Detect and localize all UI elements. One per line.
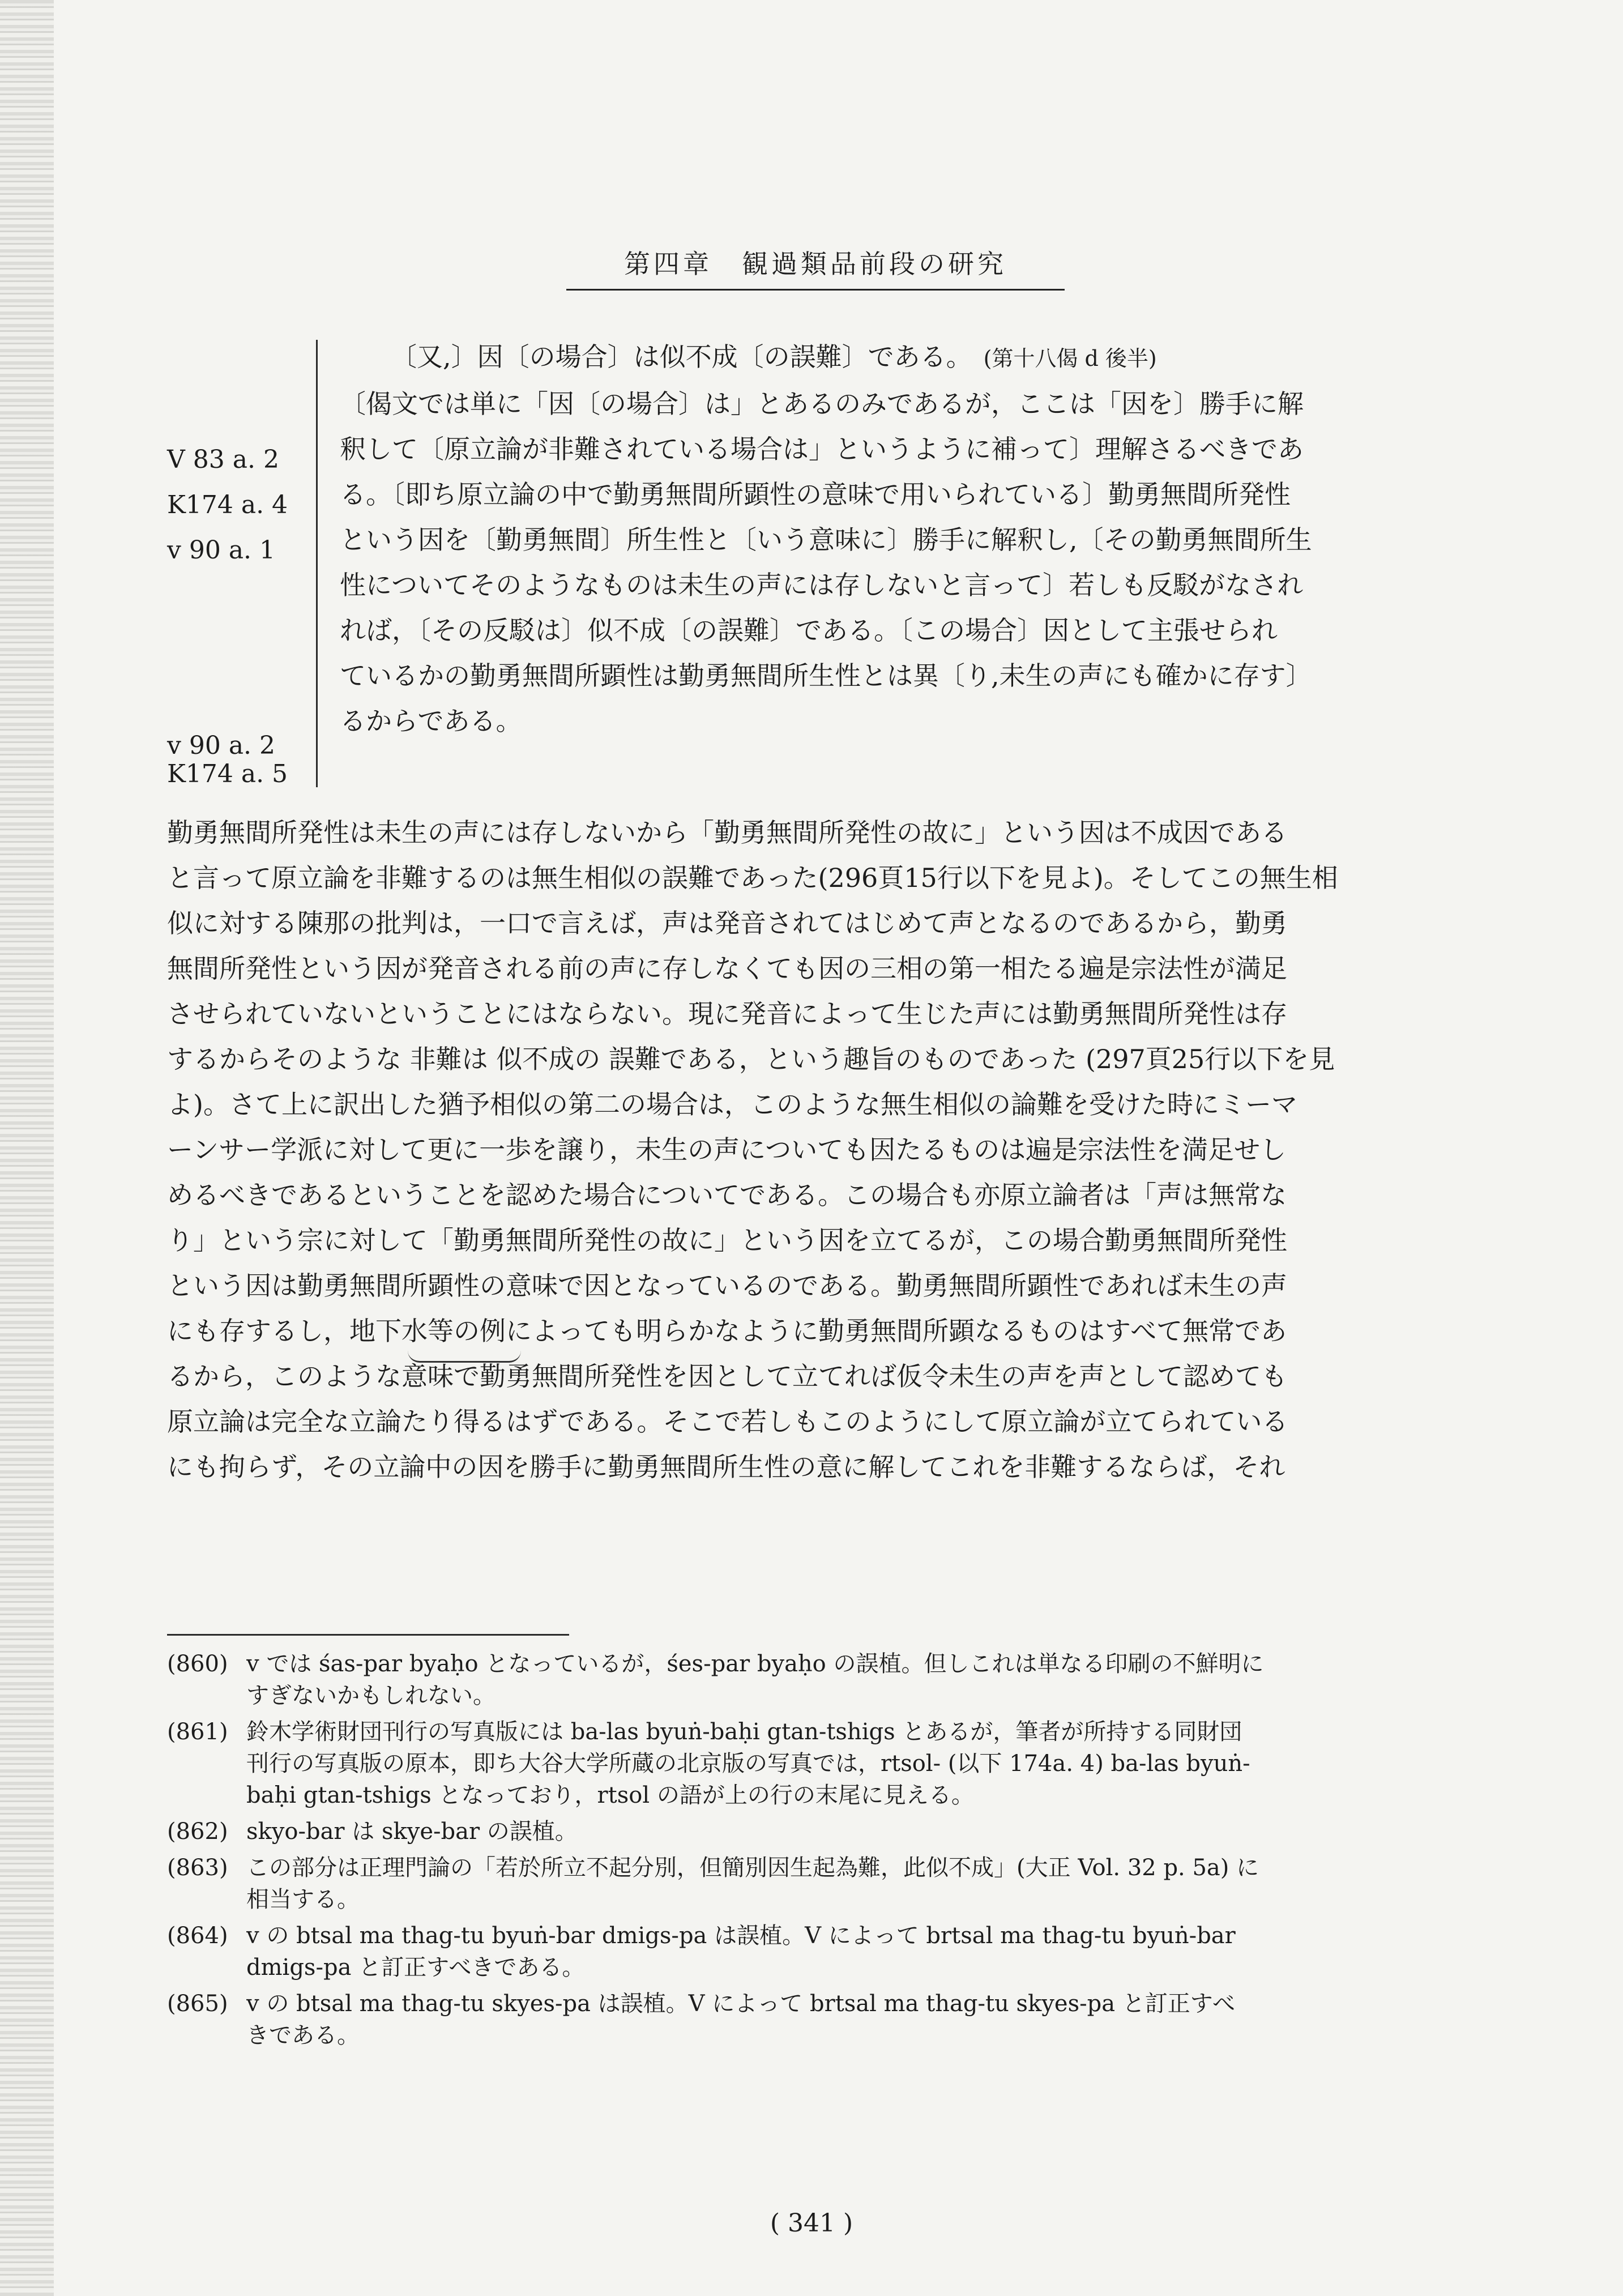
ref-marker: v 90 a. 2 — [167, 731, 276, 760]
translation-block — [340, 334, 1450, 744]
footnote-line: baḥi gtan-tshigs となっており，rtsol の語が上の行の末尾に見える。 — [246, 1782, 974, 1808]
footnote — [167, 1988, 1453, 2051]
body-line: させられていないということにはならない。現に発音によって生じた声には勤勇無間所発性は存 — [167, 998, 1287, 1029]
ref-marker: V 83 a. 2 — [167, 445, 279, 474]
footnote-number: (861) — [167, 1719, 228, 1745]
quote-line: れば，〔その反駁は〕似不成〔の誤難〕である。〔この場合〕因として主張せられ — [340, 615, 1278, 646]
body-line: という因は勤勇無間所顕性の意味で因となっているのである。勤勇無間所顕性であれば未生の声 — [167, 1270, 1287, 1301]
footnote-line: 相当する。 — [246, 1887, 360, 1913]
ref-marker: K174 a. 5 — [167, 759, 288, 788]
footnote-line: skyo-bar は skye-bar の誤植。 — [246, 1819, 578, 1845]
ref-marker: v 90 a. 1 — [167, 536, 276, 565]
body-line: り」という宗に対して「勤勇無間所発性の故に」という因を立てるが，この場合勤勇無間所発性 — [167, 1225, 1287, 1256]
footnote-line: きである。 — [246, 2022, 360, 2049]
scan-edge — [0, 0, 54, 2296]
footnote-number: (863) — [167, 1855, 228, 1881]
body-line: 原立論は完全な立論たり得るはずである。そこで若しもこのようにして原立論が立てられている — [167, 1406, 1288, 1437]
ref-marker: K174 a. 4 — [167, 490, 288, 519]
footnote — [167, 1648, 1453, 1712]
footnote-line: v では śas-par byaḥo となっているが，śes-par byaḥo の誤植。但しこれは単なる印刷の不鮮明に — [246, 1651, 1264, 1677]
handwritten-underline — [408, 1351, 521, 1363]
footnote-number: (864) — [167, 1923, 228, 1949]
body-line: めるべきであるということを認めた場合についてである。この場合も亦原立論者は「声は無常な — [167, 1180, 1287, 1210]
body-line: 勤勇無間所発性は未生の声には存しないから「勤勇無間所発性の故に」という因は不成因である — [167, 817, 1287, 848]
quote-line: るからである。 — [340, 706, 522, 736]
quote-title: 〔又,〕因〔の場合〕は似不成〔の誤難〕である。 — [391, 342, 972, 372]
footnote-number: (865) — [167, 1991, 228, 2017]
footnote — [167, 1816, 1453, 1847]
footnote — [167, 1852, 1453, 1915]
body-line: と言って原立論を非難するのは無生相似の誤難であった(296頁15行以下を見よ)。そしてこの無生相 — [167, 863, 1338, 893]
footnote-rule — [167, 1634, 569, 1636]
footnote-line: すぎないかもしれない。 — [246, 1683, 496, 1709]
footnote-line: v の btsal ma thag-tu byuṅ-bar dmigs-pa は誤植。V によって brtsal ma thag-tu byuṅ-bar — [246, 1923, 1236, 1949]
body-line: 無間所発性という因が発音される前の声に存しなくても因の三相の第一相たる遍是宗法性が満足 — [167, 953, 1287, 984]
footnote-line: 刊行の写真版の原本，即ち大谷大学所蔵の北京版の写真では，rtsol- (以下 174a. 4) ba-las byuṅ- — [246, 1751, 1250, 1777]
body-line: るから，このような意味で勤勇無間所発性を因として立てれば仮令未生の声を声として認めても — [167, 1361, 1287, 1392]
quote-title-line — [340, 334, 1450, 381]
footnote-number: (862) — [167, 1819, 228, 1845]
body-line: するからそのような 非難は 似不成の 誤難である，という趣旨のものであった (297頁25行以下を見 — [167, 1044, 1335, 1074]
quote-line: る。〔即ち原立論の中で勤勇無間所顕性の意味で用いられている〕勤勇無間所発性 — [340, 479, 1291, 510]
body-line: にも存するし，地下水等の例によっても明らかなように勤勇無間所顕なるものはすべて無常であ — [167, 1316, 1287, 1346]
body-line: よ)。さて上に訳出した猶予相似の第二の場合は，このような無生相似の論難を受けた時にミーマ — [167, 1089, 1297, 1120]
chapter-header: 第四章 観過類品前段の研究 — [566, 244, 1065, 291]
body-line: 似に対する陳那の批判は，一口で言えば，声は発音されてはじめて声となるのであるから，勤勇 — [167, 908, 1287, 938]
footnote — [167, 1920, 1453, 1983]
quote-line: という因を〔勤勇無間〕所生性と〔いう意味に〕勝手に解釈し,〔その勤勇無間所生 — [340, 524, 1312, 555]
quote-line: 〔偈文では単に「因〔の場合〕は」とあるのみであるが，ここは「因を〕勝手に解 — [340, 389, 1304, 419]
quote-title-note: (第十八偈 d 後半) — [983, 346, 1157, 371]
footnotes — [167, 1648, 1453, 2056]
body-line: ーンサー学派に対して更に一歩を譲り，未生の声についても因たるものは遍是宗法性を満足せし — [167, 1134, 1287, 1165]
footnote-number: (860) — [167, 1651, 228, 1677]
quote-vertical-rule — [316, 340, 318, 787]
footnote — [167, 1716, 1453, 1811]
body-text — [167, 810, 1453, 1490]
page-number: ( 341 ) — [770, 2209, 853, 2238]
quote-line: 釈して〔原立論が非難されている場合は」というように補って〕理解さるべきであ — [340, 434, 1304, 464]
footnote-line: この部分は正理門論の「若於所立不起分別，但簡別因生起為難，此似不成」(大正 Vol. 32 p. 5a) に — [246, 1855, 1259, 1881]
footnote-line: dmigs-pa と訂正すべきである。 — [246, 1954, 585, 1981]
quote-line: 性についてそのようなものは未生の声には存しないと言って〕若しも反駁がなされ — [340, 570, 1304, 600]
footnote-line: 鈴木学術財団刊行の写真版には ba-las byuṅ-baḥi gtan-tshigs とあるが，筆者が所持する同財団 — [246, 1719, 1242, 1745]
footnote-line: v の btsal ma thag-tu skyes-pa は誤植。V によって brtsal ma thag-tu skyes-pa と訂正すべ — [246, 1991, 1235, 2017]
quote-line: ているかの勤勇無間所顕性は勤勇無間所生性とは異〔り,未生の声にも確かに存す〕 — [340, 660, 1312, 691]
body-line: にも拘らず，その立論中の因を勝手に勤勇無間所生性の意に解してこれを非難するならば，それ — [167, 1452, 1285, 1482]
